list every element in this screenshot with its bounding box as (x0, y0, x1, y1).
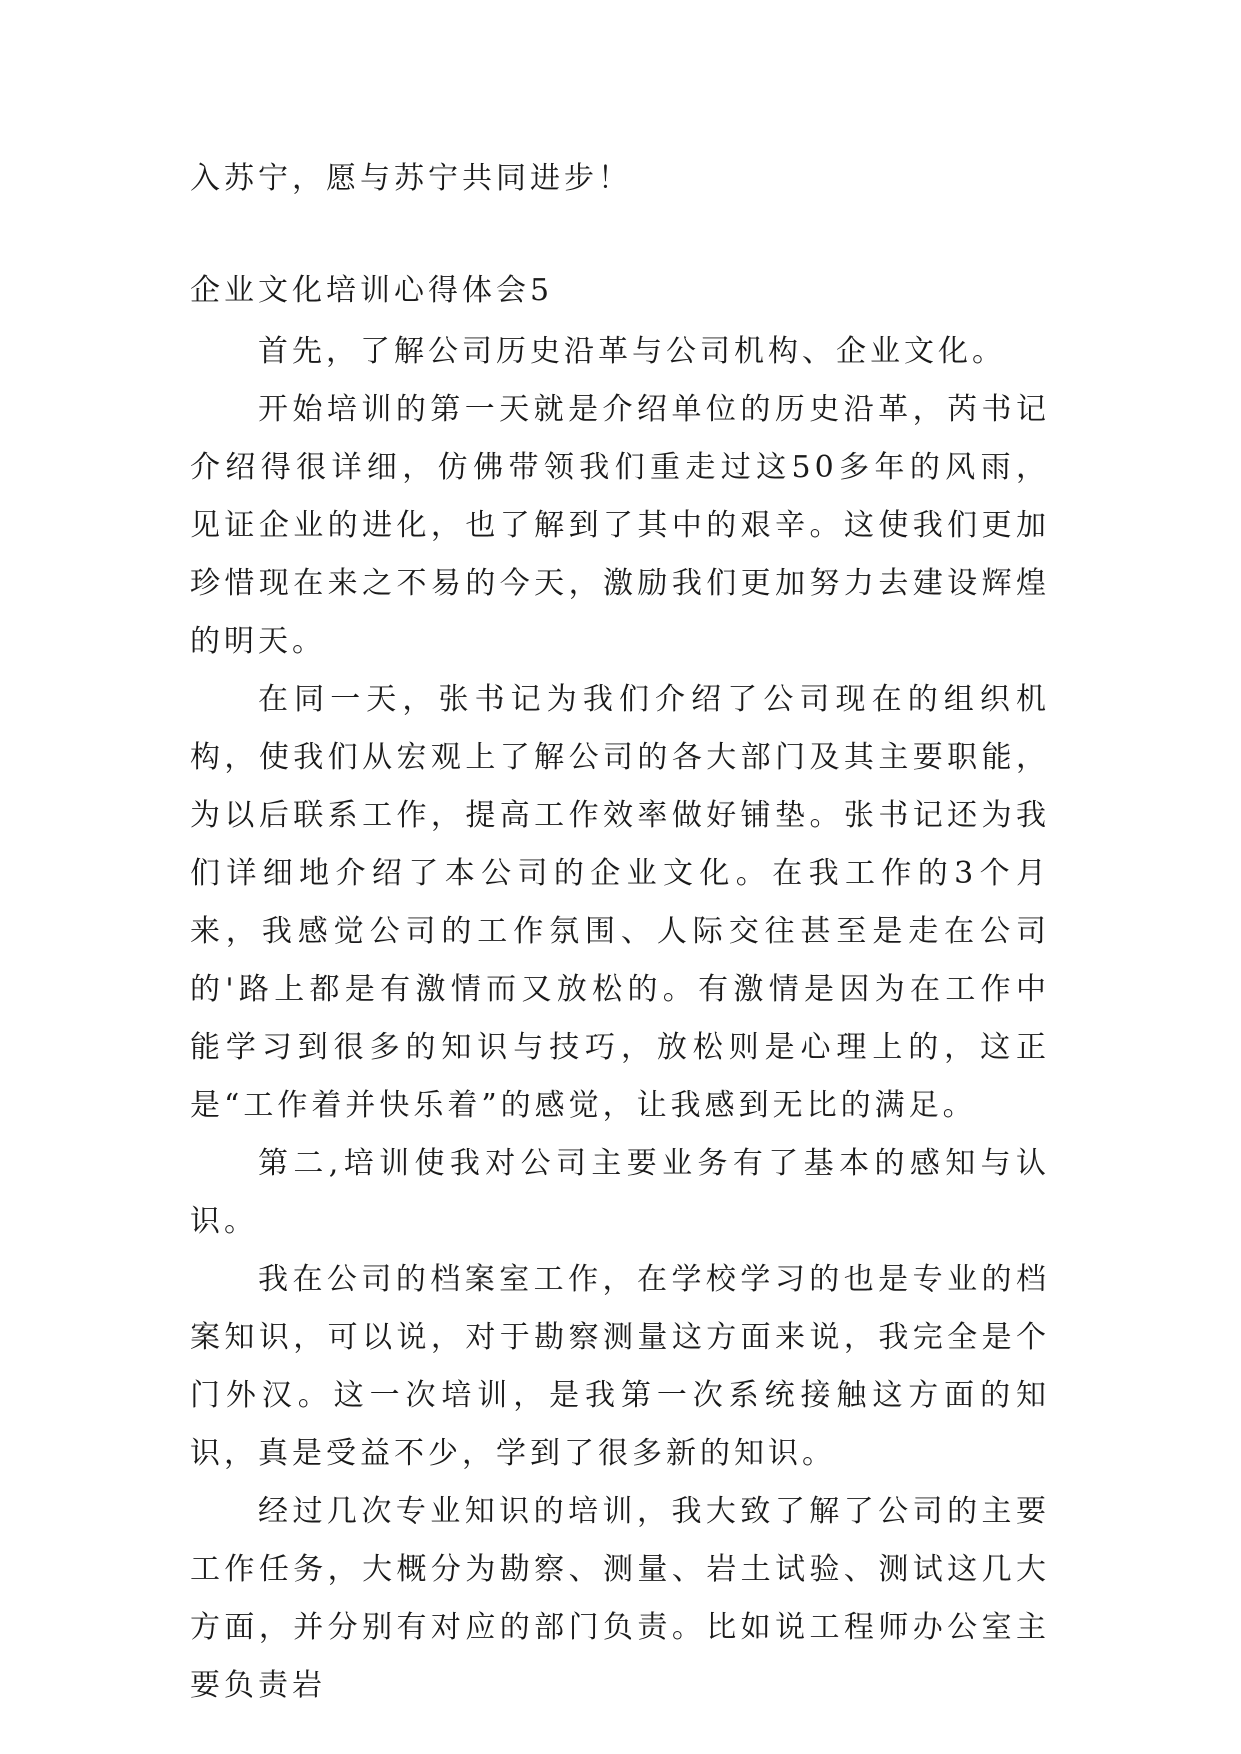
paragraph: 第二,培训使我对公司主要业务有了基本的感知与认识。 (190, 1146, 1050, 1239)
closing-line: 入苏宁，愿与苏宁共同进步！ (190, 161, 632, 196)
paragraph: 首先，了解公司历史沿革与公司机构、企业文化。 (258, 334, 1006, 369)
paragraph: 经过几次专业知识的培训，我大致了解了公司的主要工作任务，大概分为勘察、测量、岩土试验、测试这几大方面，并分别有对应的部门负责。比如说工程师办公室主要负责岩 (190, 1494, 1050, 1703)
paragraph: 在同一天，张书记为我们介绍了公司现在的组织机构，使我们从宏观上了解公司的各大部门及其主要职能，为以后联系工作，提高工作效率做好铺垫。张书记还为我们详细地介绍了本公司的企业文化。在我工作的3个月来，我感觉公司的工作氛围、人际交往甚至是走在公司的'路上都是有激情而又放松的。有激情是因为在工作中能学习到很多的知识与技巧，放松则是心理上的，这正是“工作着并快乐着”的感觉，让我感到无比的满足。 (190, 682, 1050, 1123)
paragraph: 开始培训的第一天就是介绍单位的历史沿革，芮书记介绍得很详细，仿佛带领我们重走过这50多年的风雨，见证企业的进化，也了解到了其中的艰辛。这使我们更加珍惜现在来之不易的今天，激励我们更加努力去建设辉煌的明天。 (190, 392, 1050, 659)
document-body (190, 160, 1050, 1715)
section-title: 企业文化培训心得体会5 (190, 273, 554, 308)
paragraph: 我在公司的档案室工作，在学校学习的也是专业的档案知识，可以说，对于勘察测量这方面来说，我完全是个门外汉。这一次培训，是我第一次系统接触这方面的知识，真是受益不少，学到了很多新的知识。 (190, 1262, 1050, 1471)
